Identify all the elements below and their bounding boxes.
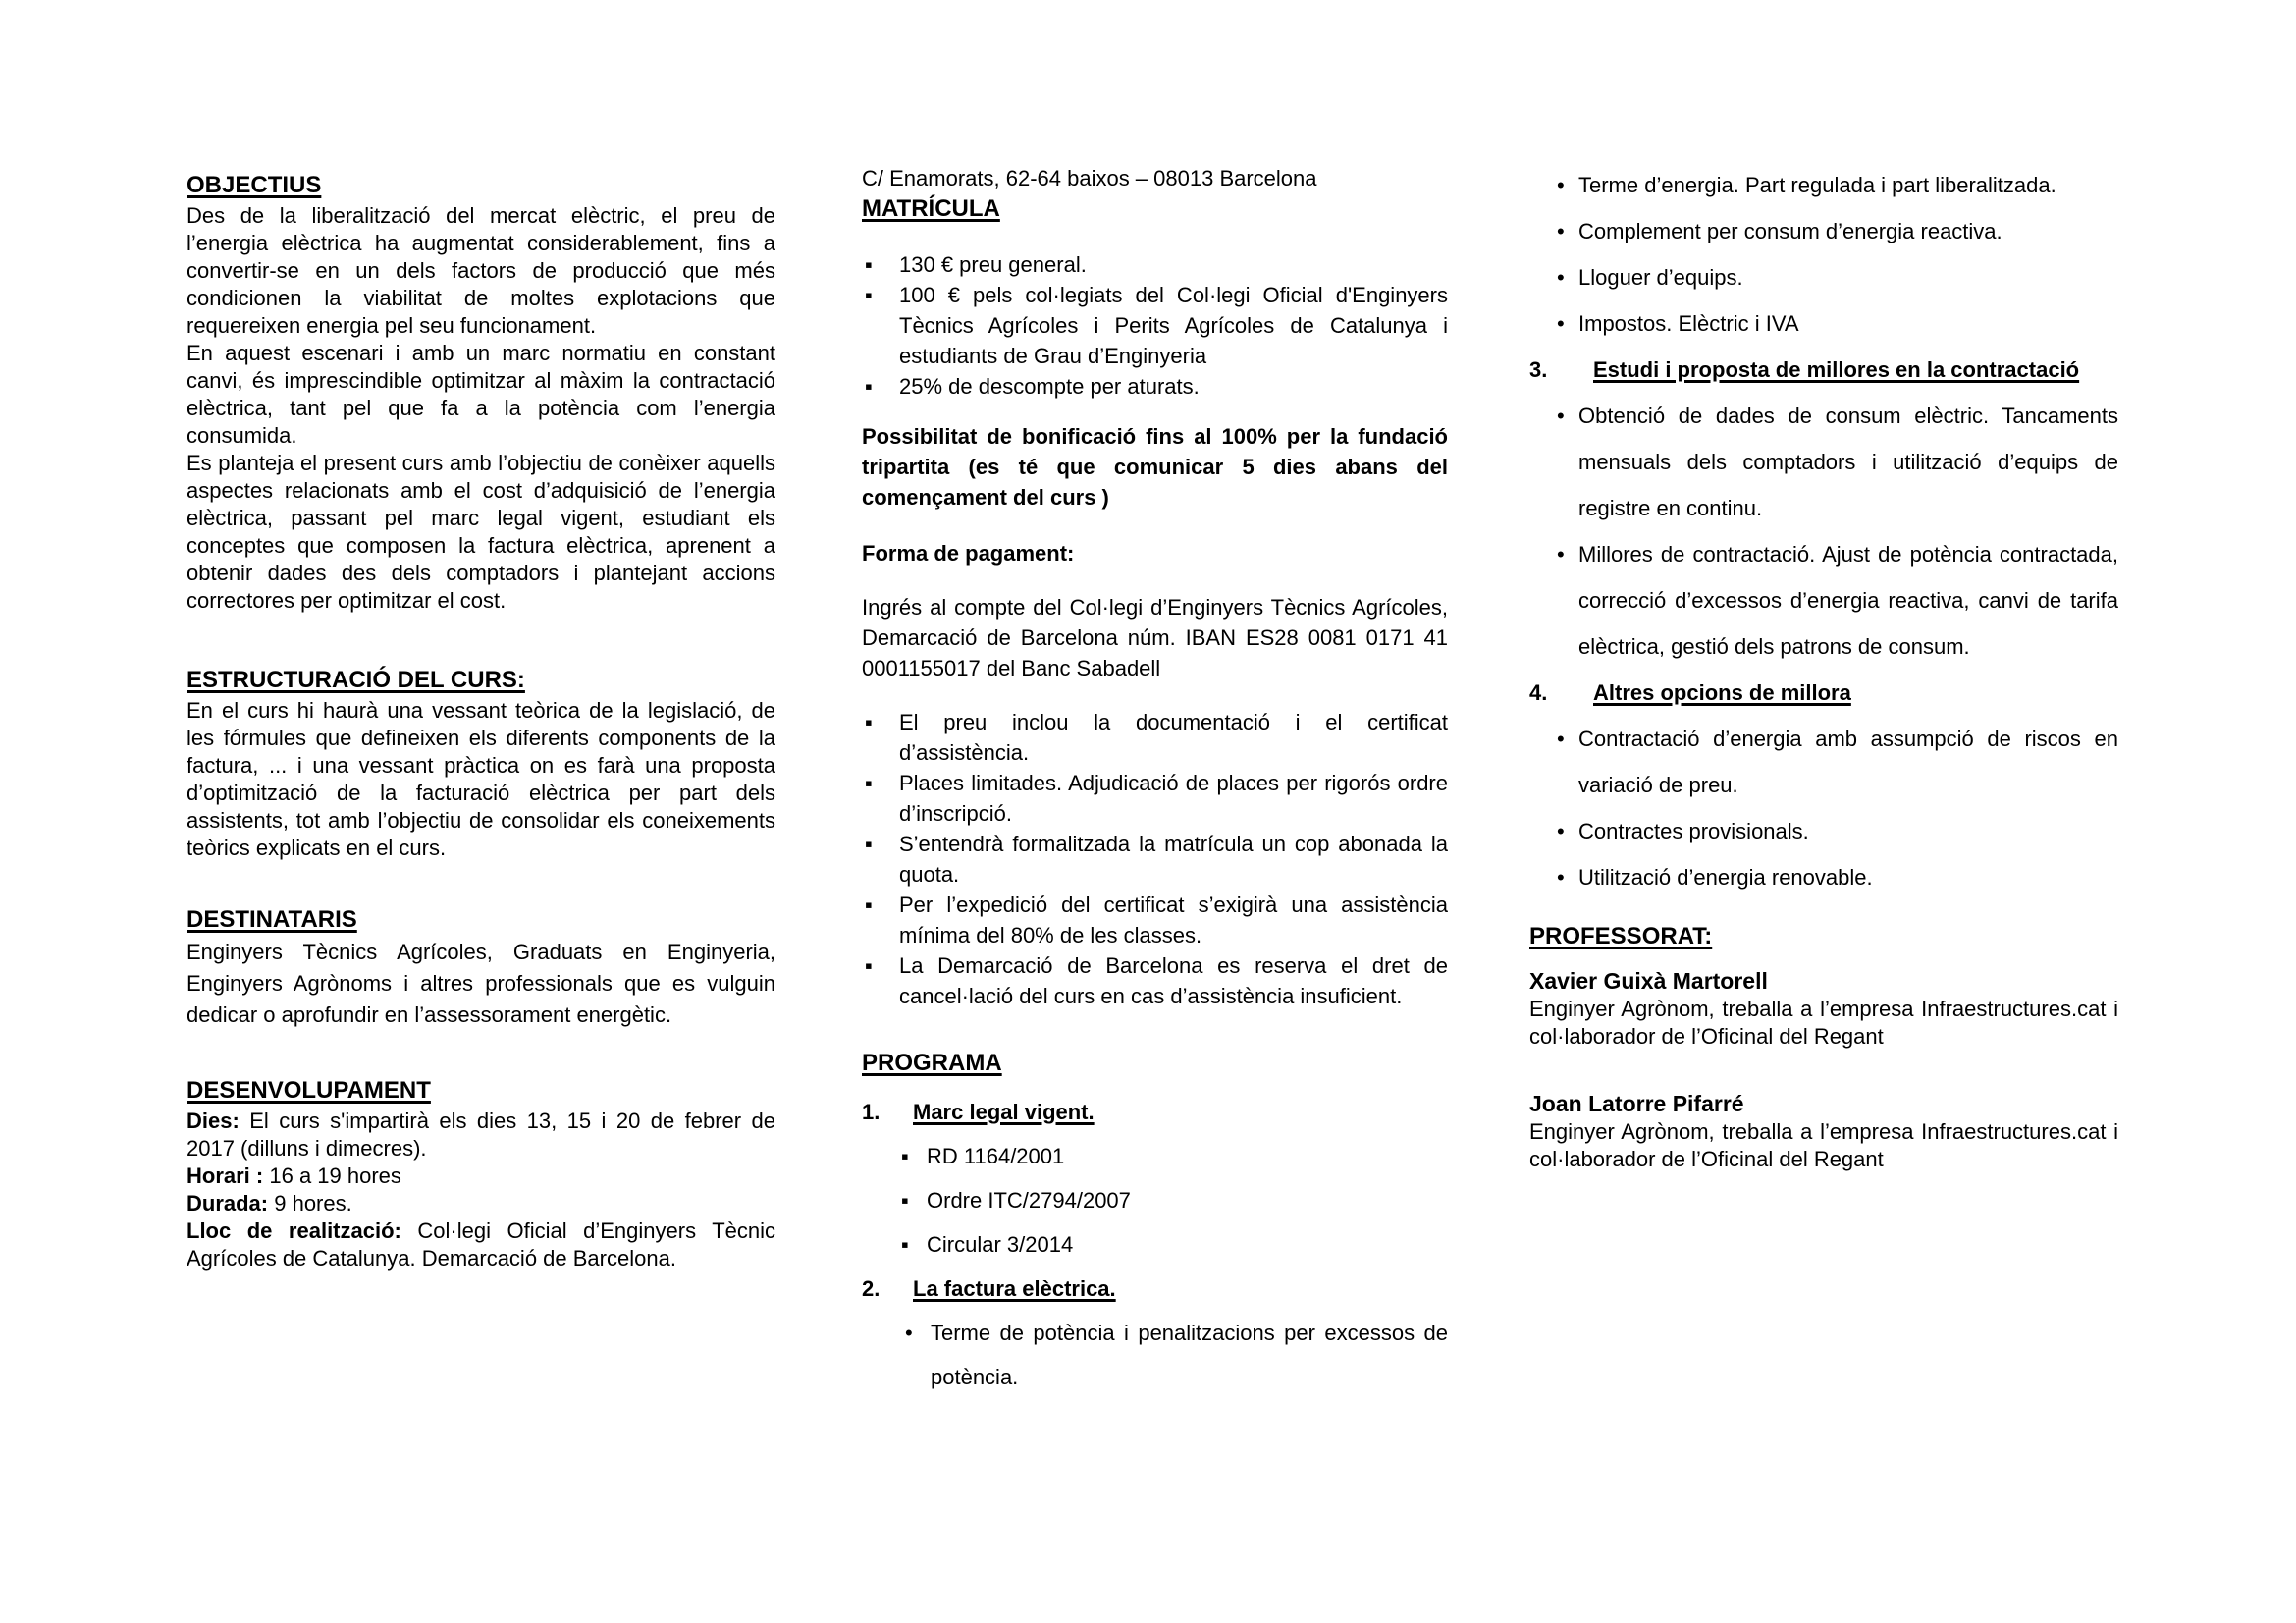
square-bullet-icon: ▪ (865, 710, 873, 734)
list-item (862, 707, 1448, 768)
info-line-lloc (187, 1217, 775, 1272)
program-subitem-text: Obtenció de dades de consum elèctric. Tancaments mensuals dels comptadors i utilització d’equips de registre en continu. (1578, 404, 2118, 520)
program-item-3 (1529, 347, 2118, 393)
teacher-entry (1529, 967, 2118, 1051)
column-right (1529, 162, 2118, 1173)
condition-text: Places limitades. Adjudicació de places per rigorós ordre d’inscripció. (899, 771, 1448, 826)
square-bullet-icon: ▪ (865, 953, 873, 978)
program-subitem-text: Terme de potència i penalitzacions per excessos de potència. (931, 1321, 1448, 1389)
list-item (901, 1311, 1448, 1399)
list-item (901, 1222, 1448, 1267)
list-item (1529, 808, 2118, 854)
square-bullet-icon: ▪ (901, 1188, 909, 1213)
square-bullet-icon: ▪ (901, 1144, 909, 1168)
program-item-number: 3. (1529, 357, 1548, 382)
round-bullet-icon: • (1557, 219, 1565, 243)
round-bullet-icon: • (1557, 311, 1565, 336)
program-subitem-text: Circular 3/2014 (927, 1232, 1074, 1257)
list-item (1529, 300, 2118, 347)
program-subitem-text: RD 1164/2001 (927, 1144, 1065, 1168)
objectius-paragraph-1: Des de la liberalització del mercat elèctric, el preu de l’energia elèctrica ha augmentat considerablement, fins a convertir-se en un dels factors de producció que més condicionen la viabilitat de moltes explotacions que requereixen energia pel seu funcionament. (187, 203, 775, 338)
teacher-entry (1529, 1090, 2118, 1173)
round-bullet-icon: • (1557, 173, 1565, 197)
objectius-paragraph-2: En aquest escenari i amb un marc normatiu en constant canvi, és imprescindible optimitzar al màxim la contractació elèctrica, tant pel que fa a la potència com l’energia consumida. (187, 341, 775, 448)
conditions-list (862, 707, 1448, 1011)
program-item-title: Altres opcions de millora (1593, 680, 1851, 705)
payment-heading: Forma de pagament: (862, 541, 1075, 566)
payment-details: Ingrés al compte del Col·legi d’Enginyers Tècnics Agrícoles, Demarcació de Barcelona núm. IBAN ES28 0081 0171 41 0001155017 del Banc Sabadell (862, 595, 1448, 680)
list-item (862, 890, 1448, 950)
program-item-title: Estudi i proposta de millores en la contractació (1593, 357, 2080, 382)
round-bullet-icon: • (1557, 819, 1565, 843)
program-section (862, 1047, 1448, 1399)
program-item-1 (862, 1090, 1448, 1134)
round-bullet-icon: • (905, 1321, 913, 1345)
list-item (1529, 162, 2118, 208)
teacher-description: Enginyer Agrònom, treballa a l’empresa Infraestructures.cat i col·laborador de l’Oficinal del Regant (1529, 1119, 2118, 1171)
program-item-title: Marc legal vigent. (913, 1100, 1095, 1124)
matricula-list (862, 249, 1448, 402)
teacher-name: Joan Latorre Pifarré (1529, 1091, 1744, 1116)
horari-label: Horari : (187, 1163, 264, 1188)
list-item (862, 768, 1448, 829)
teacher-name: Xavier Guixà Martorell (1529, 968, 1768, 994)
section-heading-estructuracio: ESTRUCTURACIÓ DEL CURS: (187, 667, 525, 693)
square-bullet-icon: ▪ (865, 374, 873, 399)
program-subitem-text: Contractes provisionals. (1578, 819, 1809, 843)
durada-value: 9 hores. (268, 1191, 352, 1216)
column-left (187, 169, 775, 1272)
round-bullet-icon: • (1557, 265, 1565, 290)
teacher-description: Enginyer Agrònom, treballa a l’empresa Infraestructures.cat i col·laborador de l’Oficinal del Regant (1529, 997, 2118, 1049)
list-item (1529, 531, 2118, 670)
list-item (1529, 393, 2118, 531)
condition-text: El preu inclou la documentació i el certificat d’assistència. (899, 710, 1448, 765)
square-bullet-icon: ▪ (865, 893, 873, 917)
destinataris-paragraph: Enginyers Tècnics Agrícoles, Graduats en Enginyeria, Enginyers Agrònoms i altres professionals que es vulguin dedicar o aprofundir en l’assessorament energètic. (187, 940, 775, 1027)
bonificacio-note: Possibilitat de bonificació fins al 100% per la fundació tripartita (es té que comunicar 5 dies abans del començament del curs ) (862, 424, 1448, 510)
list-item (1529, 208, 2118, 254)
program-item-4 (1529, 670, 2118, 716)
list-item (1529, 854, 2118, 900)
info-line-durada (187, 1190, 775, 1217)
column-middle (862, 164, 1448, 1399)
square-bullet-icon: ▪ (865, 283, 873, 307)
factura-item-text: Lloguer d’equips. (1578, 265, 1743, 290)
program-subitem-text: Contractació d’energia amb assumpció de riscos en variació de preu. (1578, 727, 2118, 797)
section-heading-desenvolupament: DESENVOLUPAMENT (187, 1077, 431, 1104)
horari-value: 16 a 19 hores (263, 1163, 401, 1188)
program-item-number: 1. (862, 1100, 881, 1124)
dies-value: El curs s'impartirà els dies 13, 15 i 20 de febrer de 2017 (dilluns i dimecres). (187, 1109, 775, 1161)
address-line: C/ Enamorats, 62-64 baixos – 08013 Barcelona (862, 166, 1317, 190)
program-subitem-text: Utilització d’energia renovable. (1578, 865, 1873, 890)
section-heading-professorat: PROFESSORAT: (1529, 923, 1713, 949)
square-bullet-icon: ▪ (901, 1232, 909, 1257)
lloc-value: Col·legi Oficial d’Enginyers Tècnic Agrícoles de Catalunya. Demarcació de Barcelona. (187, 1218, 775, 1271)
matricula-item-text: 100 € pels col·legiats del Col·legi Oficial d'Enginyers Tècnics Agrícoles i Perits Agrícoles de Catalunya i estudiants de Grau d’Enginyeria (899, 283, 1448, 368)
program-item-1-list (901, 1134, 1448, 1267)
matricula-item-text: 25% de descompte per aturats. (899, 374, 1200, 399)
list-item (1529, 254, 2118, 300)
list-item (862, 371, 1448, 402)
info-line-horari (187, 1163, 775, 1190)
list-item (901, 1134, 1448, 1178)
factura-continuation-list (1529, 162, 2118, 347)
list-item (862, 950, 1448, 1011)
section-heading-programa: PROGRAMA (862, 1050, 1002, 1076)
program-item-4-list (1529, 716, 2118, 900)
round-bullet-icon: • (1557, 542, 1565, 567)
professorat-section (1529, 920, 2118, 1173)
square-bullet-icon: ▪ (865, 252, 873, 277)
durada-label: Durada: (187, 1191, 269, 1216)
list-item (862, 249, 1448, 280)
dies-label: Dies: (187, 1109, 240, 1133)
factura-item-text: Terme d’energia. Part regulada i part liberalitzada. (1578, 173, 2056, 197)
list-item (1529, 716, 2118, 808)
matricula-item-text: 130 € preu general. (899, 252, 1087, 277)
program-item-number: 4. (1529, 680, 1548, 705)
program-item-2-list (901, 1311, 1448, 1399)
condition-text: S’entendrà formalitzada la matrícula un cop abonada la quota. (899, 832, 1448, 887)
program-subitem-text: Ordre ITC/2794/2007 (927, 1188, 1131, 1213)
program-item-2 (862, 1267, 1448, 1311)
program-item-number: 2. (862, 1276, 881, 1301)
section-heading-matricula: MATRÍCULA (862, 195, 1000, 222)
round-bullet-icon: • (1557, 865, 1565, 890)
section-heading-objectius: OBJECTIUS (187, 172, 322, 198)
condition-text: La Demarcació de Barcelona es reserva el dret de cancel·lació del curs en cas d’assistència insuficient. (899, 953, 1448, 1008)
estructuracio-paragraph: En el curs hi haurà una vessant teòrica de la legislació, de les fórmules que defineixen els diferents components de la factura, ... i una vessant pràctica on es farà una proposta d’optimització de la facturació elèctrica per part dels assistents, tot amb l’objectiu de consolidar els coneixements teòrics explicats en el curs. (187, 698, 775, 860)
factura-item-text: Impostos. Elèctric i IVA (1578, 311, 1799, 336)
lloc-label: Lloc de realització: (187, 1218, 401, 1243)
program-subitem-text: Millores de contractació. Ajust de potència contractada, correcció d’excessos d’energia reactiva, canvi de tarifa elèctrica, gestió dels patrons de consum. (1578, 542, 2118, 659)
section-heading-destinataris: DESTINATARIS (187, 906, 357, 933)
factura-item-text: Complement per consum d’energia reactiva. (1578, 219, 2002, 243)
objectius-paragraph-3: Es planteja el present curs amb l’objectiu de conèixer aquells aspectes relacionats amb el cost d’adquisició de l’energia elèctrica, passant pel marc legal vigent, estudiant els conceptes que composen la factura elèctrica, aprenent a obtenir dades des dels comptadors i plantejant accions correctores per optimitzar el cost. (187, 451, 775, 613)
condition-text: Per l’expedició del certificat s’exigirà una assistència mínima del 80% de les classes. (899, 893, 1448, 947)
list-item (862, 280, 1448, 371)
program-item-title: La factura elèctrica. (913, 1276, 1116, 1301)
list-item (862, 829, 1448, 890)
square-bullet-icon: ▪ (865, 832, 873, 856)
info-line-dies (187, 1108, 775, 1163)
square-bullet-icon: ▪ (865, 771, 873, 795)
program-item-3-list (1529, 393, 2118, 670)
round-bullet-icon: • (1557, 404, 1565, 428)
list-item (901, 1178, 1448, 1222)
round-bullet-icon: • (1557, 727, 1565, 751)
